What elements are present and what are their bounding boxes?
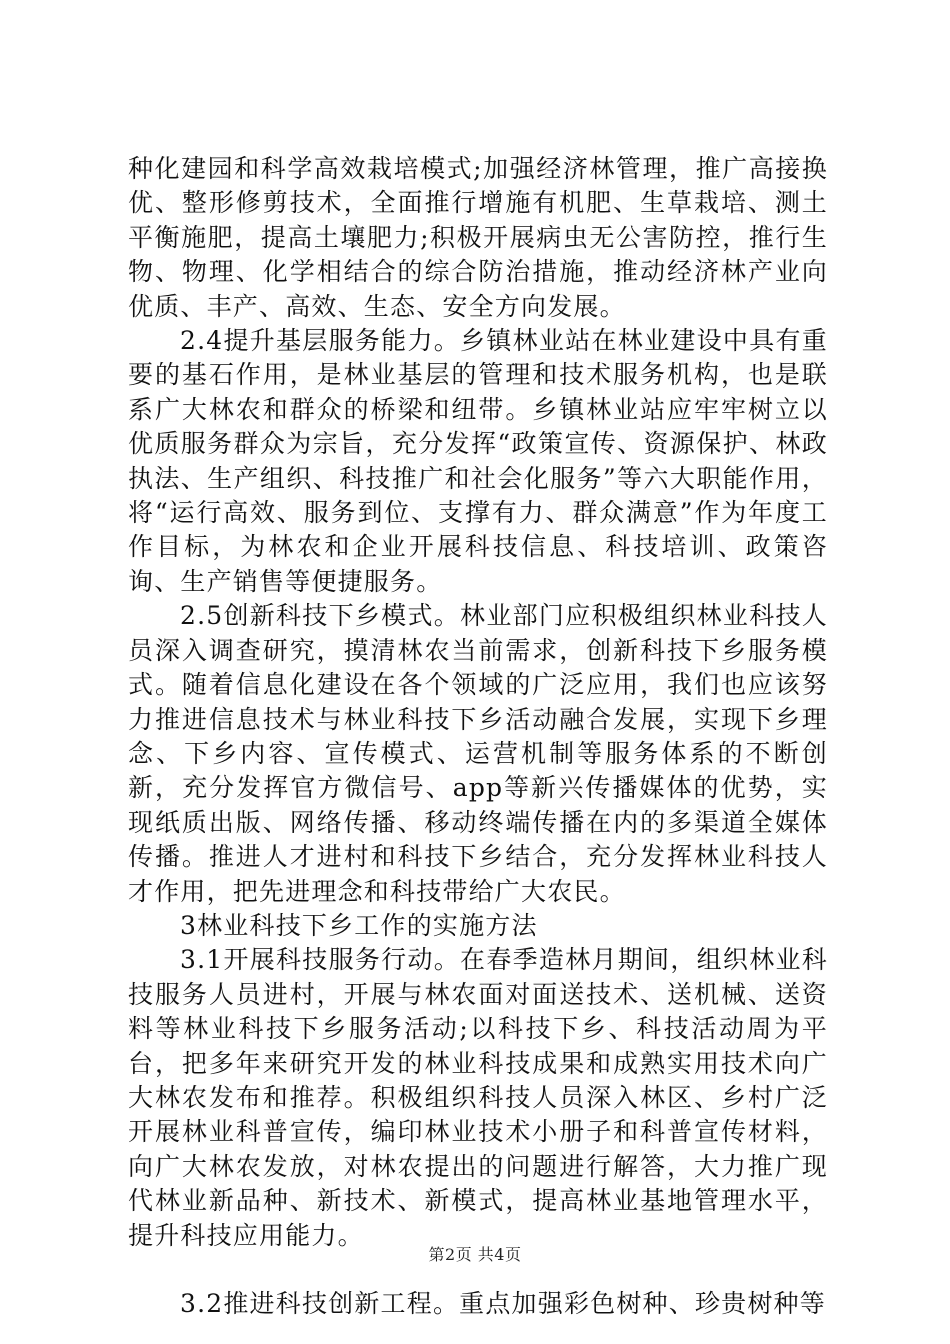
section-heading-3: 3林业科技下乡工作的实施方法 bbox=[180, 910, 538, 940]
paragraph-section-3-2: 3.2推进科技创新工程。重点加强彩色树种、珍贵树种等 bbox=[180, 1289, 826, 1318]
paragraph-section-2-5: 2.5创新科技下乡模式。林业部门应积极组织林业科技人员深入调查研究，摸清林农当前需求，创新科技下乡服务模式。随着信息化建设在各个领域的广泛应用，我们也应该努力推进信息技术与林业科技下乡活动融合发展，实现下乡理念、下乡内容、宣传模式、运营机制等服务体系的不断创新，充分发挥官方微信号、app等新兴传播媒体的优势，实现纸质出版、网络传播、移动终端传播在内的多渠道全媒体传播。推进人才进村和科技下乡结合，充分发挥林业科技人才作用，把先进理念和科技带给广大农民。 bbox=[128, 601, 828, 906]
paragraph-continuation: 种化建园和科学高效栽培模式;加强经济林管理，推广高接换优、整形修剪技术，全面推行增施有机肥、生草栽培、测土平衡施肥，提高土壤肥力;积极开展病虫无公害防控，推行生物、物理、化学相结合的综合防治措施，推动经济林产业向优质、丰产、高效、生态、安全方向发展。 bbox=[128, 154, 828, 321]
page-footer: 第2页 共4页 bbox=[428, 1245, 522, 1264]
document-body bbox=[128, 152, 828, 1321]
paragraph-section-3-1: 3.1开展科技服务行动。在春季造林月期间，组织林业科技服务人员进村，开展与林农面对面送技术、送机械、送资料等林业科技下乡服务活动;以科技下乡、科技活动周为平台，把多年来研究开发的林业科技成果和成熟实用技术向广大林农发布和推荐。积极组织科技人员深入林区、乡村广泛开展林业科普宣传，编印林业技术小册子和科普宣传材料，向广大林农发放，对林农提出的问题进行解答，大力推广现代林业新品种、新技术、新模式，提高林业基地管理水平，提升科技应用能力。 bbox=[128, 945, 828, 1250]
paragraph-section-2-4: 2.4提升基层服务能力。乡镇林业站在林业建设中具有重要的基石作用，是林业基层的管理和技术服务机构，也是联系广大林农和群众的桥梁和纽带。乡镇林业站应牢牢树立以优质服务群众为宗旨，充分发挥“政策宣传、资源保护、林政执法、生产组织、科技推广和社会化服务”等六大职能作用，将“运行高效、服务到位、支撑有力、群众满意”作为年度工作目标，为林农和企业开展科技信息、科技培训、政策咨询、生产销售等便捷服务。 bbox=[128, 326, 828, 596]
